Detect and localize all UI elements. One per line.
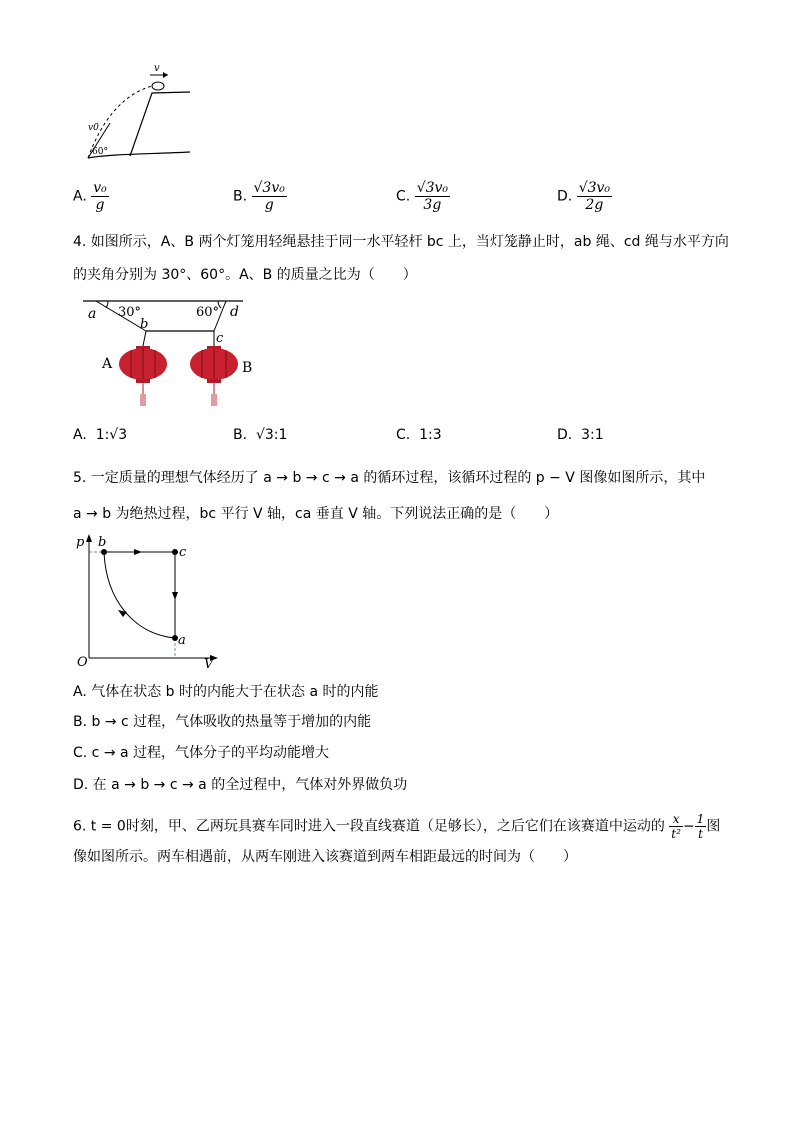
q5-option-c[interactable]: C. c → a 过程，气体分子的平均动能增大 — [73, 745, 330, 761]
q4-option-b[interactable]: B. √3:1 — [233, 427, 288, 443]
point-a: a — [178, 633, 186, 648]
v0-label: v0 — [88, 123, 99, 133]
v-label: v — [154, 63, 160, 74]
lantern-b — [190, 346, 238, 406]
angle-label: 60° — [92, 147, 108, 157]
axis-V: V — [204, 657, 214, 670]
label-c: c — [216, 331, 224, 346]
label-d: d — [230, 304, 239, 320]
q4-option-a[interactable]: A. 1:√3 — [73, 427, 128, 443]
label-A: A — [102, 356, 113, 372]
q3-option-d[interactable]: D. $\frac{\text{√3v₀}}{2g}$ — [557, 180, 611, 213]
label-B: B — [242, 360, 253, 376]
q5-option-b[interactable]: B. b → c 过程，气体吸收的热量等于增加的内能 — [73, 714, 372, 730]
q4-text-line2: 的夹角分别为 30°、60°。A、B 的质量之比为（ ） — [73, 267, 417, 283]
lantern-figure — [78, 296, 258, 411]
angle-30: 30° — [118, 305, 142, 320]
q6-text-line1: 6. t = 0时刻，甲、乙两玩具赛车同时进入一段直线赛道（足够长），之后它们在该赛道中运动的 $\frac{x}{\text{t²}}$ − $\frac{1}{t}$ 图 — [73, 812, 721, 841]
q4-text-line1: 4. 如图所示，A、B 两个灯笼用轻绳悬挂于同一水平轻杆 bc 上，当灯笼静止时，ab 绳、cd 绳与水平方向 — [73, 234, 729, 250]
point-b: b — [98, 535, 107, 550]
pv-diagram — [74, 530, 224, 670]
q5-option-a[interactable]: A. 气体在状态 b 时的内能大于在状态 a 时的内能 — [73, 684, 379, 700]
origin-O: O — [77, 655, 88, 670]
q3-option-a[interactable]: A. $\frac{\text{v₀}}{g}$ — [73, 180, 107, 213]
q5-text-line1: 5. 一定质量的理想气体经历了 a → b → c → a 的循环过程，该循环过程的 p − V 图像如图所示，其中 — [73, 470, 706, 486]
point-c: c — [179, 545, 187, 560]
q3-option-c[interactable]: C. $\frac{\text{√3v₀}}{3g}$ — [396, 180, 449, 213]
q5-text-line2: a → b 为绝热过程，bc 平行 V 轴，ca 垂直 V 轴。下列说法正确的是（ ） — [73, 506, 559, 522]
lantern-a — [119, 346, 167, 406]
q4-option-c[interactable]: C. 1:3 — [396, 427, 442, 443]
label-a: a — [88, 306, 97, 322]
label-b: b — [140, 317, 149, 332]
q5-option-d[interactable]: D. 在 a → b → c → a 的全过程中，气体对外界做负功 — [73, 777, 408, 793]
q3-option-b[interactable]: B. $\frac{\text{√3v₀}}{g}$ — [233, 180, 285, 213]
projectile-figure — [80, 58, 200, 168]
angle-60: 60° — [196, 305, 220, 320]
axis-p: p — [76, 535, 85, 550]
q6-text-line2: 像如图所示。两车相遇前，从两车刚进入该赛道到两车相距最远的时间为（ ） — [73, 849, 577, 865]
q4-option-d[interactable]: D. 3:1 — [557, 427, 604, 443]
